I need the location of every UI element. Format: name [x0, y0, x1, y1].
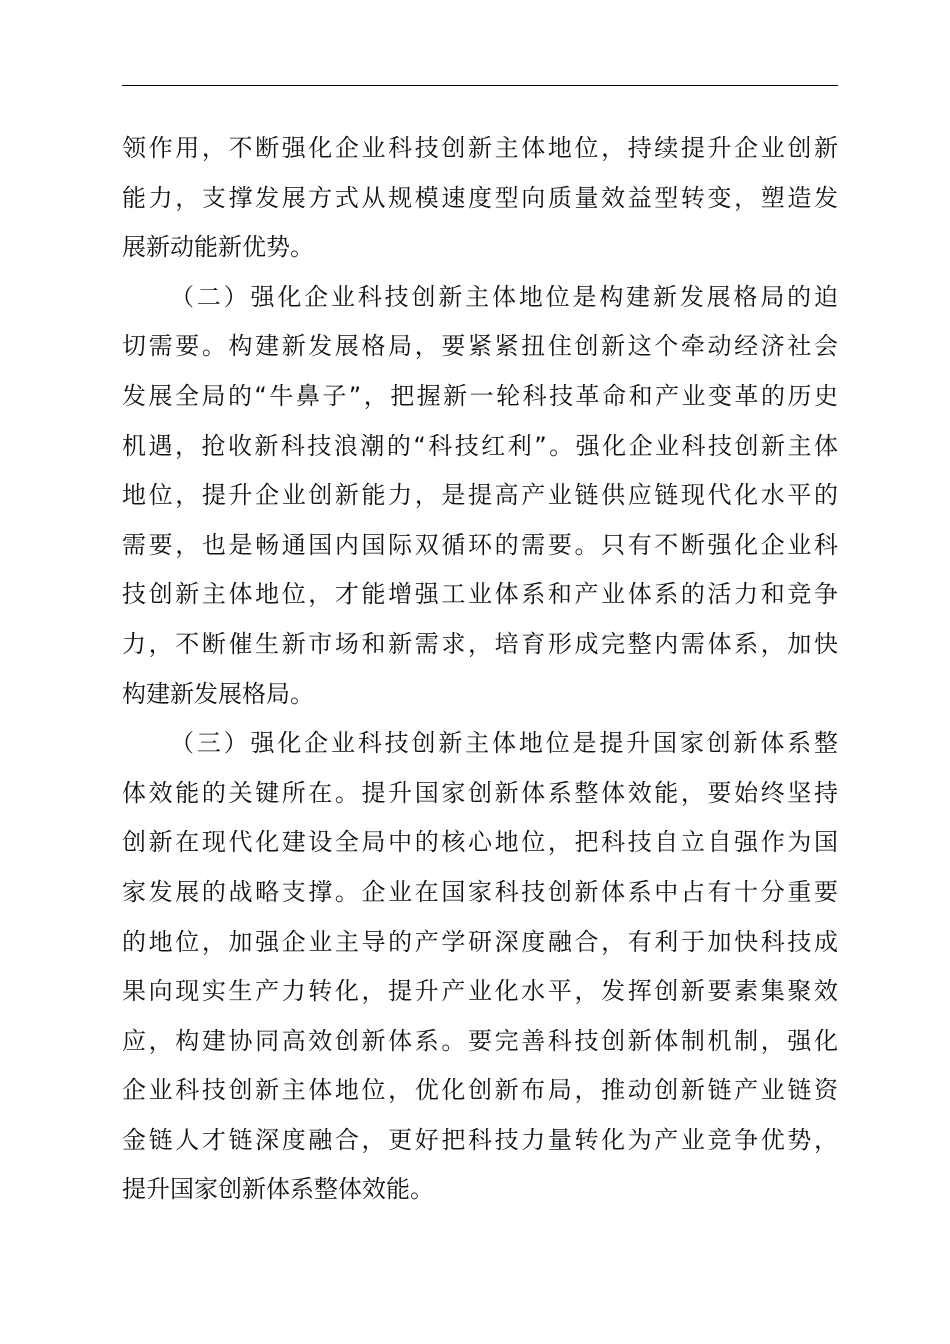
text-line: 体效能的关键所在。提升国家创新体系整体效能，要始终坚持	[122, 778, 838, 807]
text-line: 发展全局的“牛鼻子”，把握新一轮科技革命和产业变革的历史	[122, 381, 838, 410]
text-line: 金链人才链深度融合，更好把科技力量转化为产业竞争优势，	[122, 1125, 838, 1154]
text-line: 提升国家创新体系整体效能。	[122, 1175, 434, 1204]
text-line: 机遇，抢收新科技浪潮的“科技红利”。强化企业科技创新主体	[122, 431, 838, 460]
text-line: 展新动能新优势。	[122, 233, 314, 262]
text-line: 企业科技创新主体地位，优化创新布局，推动创新链产业链资	[122, 1076, 838, 1105]
text-line: 创新在现代化建设全局中的核心地位，把科技自立自强作为国	[122, 828, 838, 857]
text-line: 的地位，加强企业主导的产学研深度融合，有利于加快科技成	[122, 927, 838, 956]
text-line: （三）强化企业科技创新主体地位是提升国家创新体系整	[170, 729, 838, 758]
document-body	[122, 124, 838, 1215]
paragraph-continuation	[122, 124, 838, 273]
text-line: 构建新发展格局。	[122, 679, 314, 708]
paragraph-section-three	[122, 719, 838, 1215]
text-line: 果向现实生产力转化，提升产业化水平，发挥创新要素集聚效	[122, 977, 838, 1006]
text-line: 需要，也是畅通国内国际双循环的需要。只有不断强化企业科	[122, 530, 838, 559]
text-line: 技创新主体地位，才能增强工业体系和产业体系的活力和竞争	[122, 580, 838, 609]
text-line: 地位，提升企业创新能力，是提高产业链供应链现代化水平的	[122, 481, 838, 510]
text-line: 领作用，不断强化企业科技创新主体地位，持续提升企业创新	[122, 134, 838, 162]
header-rule	[122, 85, 838, 86]
text-line: 能力，支撑发展方式从规模速度型向质量效益型转变，塑造发	[122, 183, 838, 212]
text-line: （二）强化企业科技创新主体地位是构建新发展格局的迫	[170, 282, 838, 311]
text-line: 力，不断催生新市场和新需求，培育形成完整内需体系，加快	[122, 629, 838, 658]
text-line: 切需要。构建新发展格局，要紧紧扭住创新这个牵动经济社会	[122, 332, 838, 361]
text-line: 家发展的战略支撑。企业在国家科技创新体系中占有十分重要	[122, 877, 838, 906]
text-line: 应，构建协同高效创新体系。要完善科技创新体制机制，强化	[122, 1026, 838, 1055]
paragraph-section-two	[122, 273, 838, 719]
